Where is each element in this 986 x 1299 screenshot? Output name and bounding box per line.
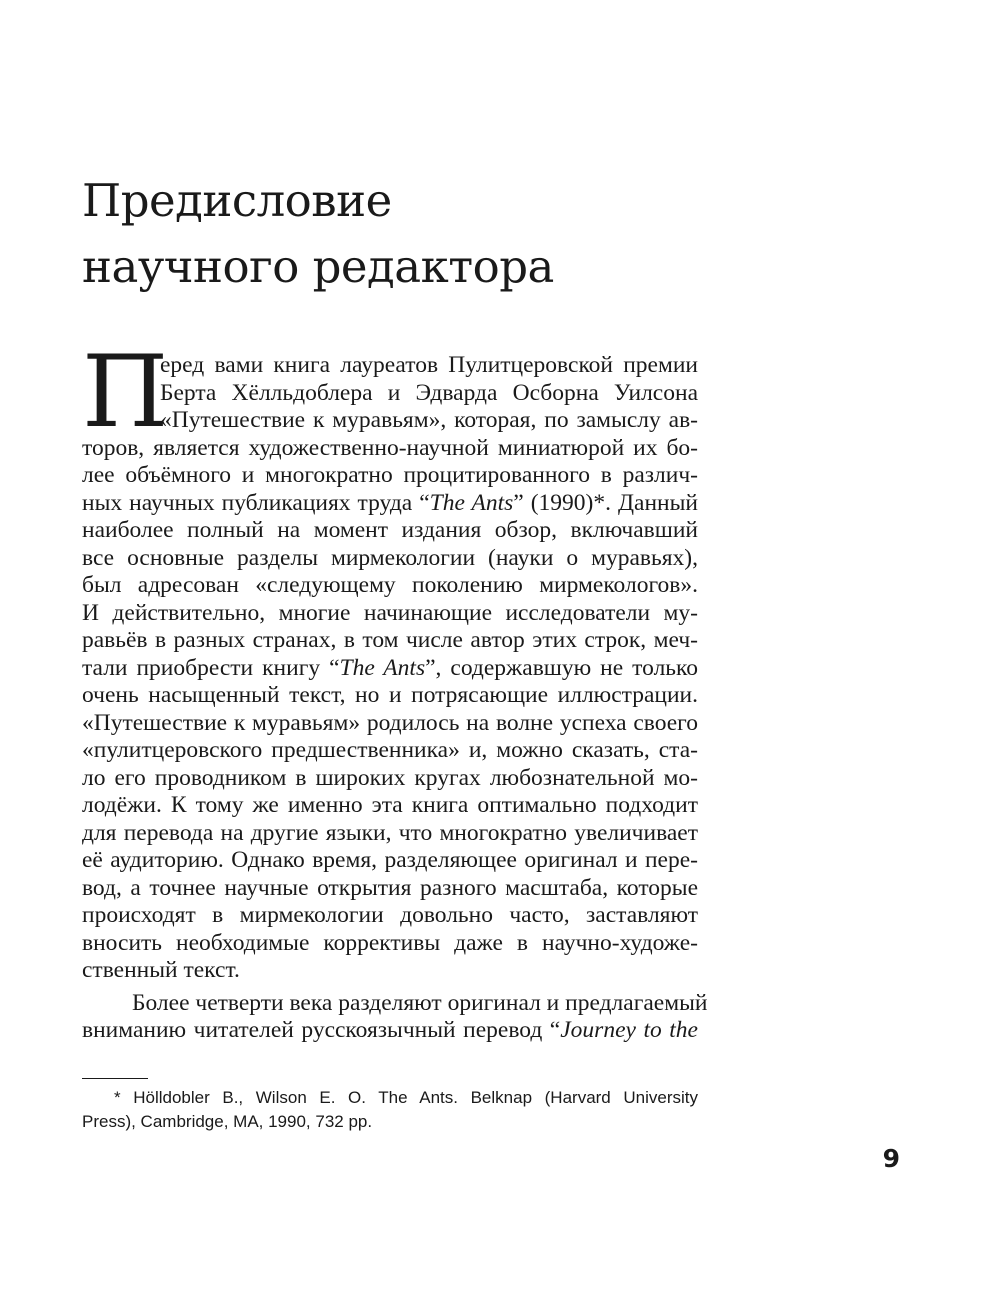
text-line: И действительно, многие начинающие исследователи му- (82, 599, 698, 626)
text-line: ственный текст. (82, 957, 240, 983)
italic-title: The Ants (429, 489, 514, 516)
body-text (82, 335, 708, 1045)
text-line: «пулитцеровского предшественника» и, можно сказать, ста- (82, 737, 698, 763)
paragraph-1 (82, 335, 698, 985)
text-line: ло его проводником в широких кругах любознательной мо- (82, 764, 698, 791)
text-line: вниманию читателей русскоязычный перевод “Journey to the (82, 1017, 698, 1043)
text-line: наиболее полный на момент издания обзор, включавший (82, 517, 698, 543)
paragraph-2 (82, 989, 708, 1045)
text-line: лодёжи. К тому же именно эта книга оптимально подходит (82, 792, 698, 818)
text-line: её аудиторию. Однако время, разделяющее оригинал и пере- (82, 847, 698, 873)
text-line: равьёв в разных странах, в том числе автор этих строк, меч- (82, 627, 698, 653)
footnote-rule (82, 1078, 148, 1079)
text-line: тали приобрести книгу “The Ants”, содержавшую не только (82, 654, 698, 681)
text-line: «Путешествие к муравьям» родилось на волне успеха своего (82, 709, 698, 736)
chapter-heading-line-1: Предисловие (82, 174, 392, 227)
chapter-heading-line-2: научного редактора (82, 240, 554, 293)
text-line: Более четверти века разделяют оригинал и предлагаемый (132, 989, 708, 1016)
text-line: ных научных публикациях труда “The Ants” (1990)*. Данный (82, 489, 698, 516)
text-line: все основные разделы мирмекологии (науки о муравьях), (82, 544, 698, 571)
text-line: для перевода на другие языки, что многократно увеличивает (82, 819, 698, 846)
footnote-line: Press), Cambridge, MA, 1990, 732 pp. (82, 1112, 373, 1131)
text-line: лее объёмного и многократно процитированного в различ- (82, 462, 698, 488)
footnote (82, 1086, 698, 1134)
text-line: торов, является художественно-научной миниатюрой их бо- (82, 434, 698, 461)
text-line: вод, а точнее научные открытия разного масштаба, которые (82, 874, 698, 901)
text-line: очень насыщенный текст, но и потрясающие иллюстрации. (82, 682, 698, 708)
italic-title: Journey to the (560, 1017, 698, 1043)
text-line: был адресован «следующему поколению мирмекологов». (82, 572, 698, 598)
italic-title: The Ants (339, 654, 426, 681)
text-line: вносить необходимые коррективы даже в научно-художе- (82, 929, 698, 956)
text-line: еред вами книга лауреатов Пулитцеровской премии (160, 352, 698, 378)
text-line: «Путешествие к муравьям», которая, по замыслу ав- (160, 407, 698, 433)
text-line: происходят в мирмекологии довольно часто, заставляют (82, 902, 698, 928)
footnote-line: * Hölldobler B., Wilson E. O. The Ants. Belknap (Harvard University (114, 1088, 698, 1107)
drop-cap: П (82, 335, 169, 450)
chapter-heading (82, 168, 782, 300)
text-line: Берта Хёлльдоблера и Эдварда Осборна Уилсона (160, 379, 698, 406)
page-number: 9 (882, 1144, 900, 1173)
